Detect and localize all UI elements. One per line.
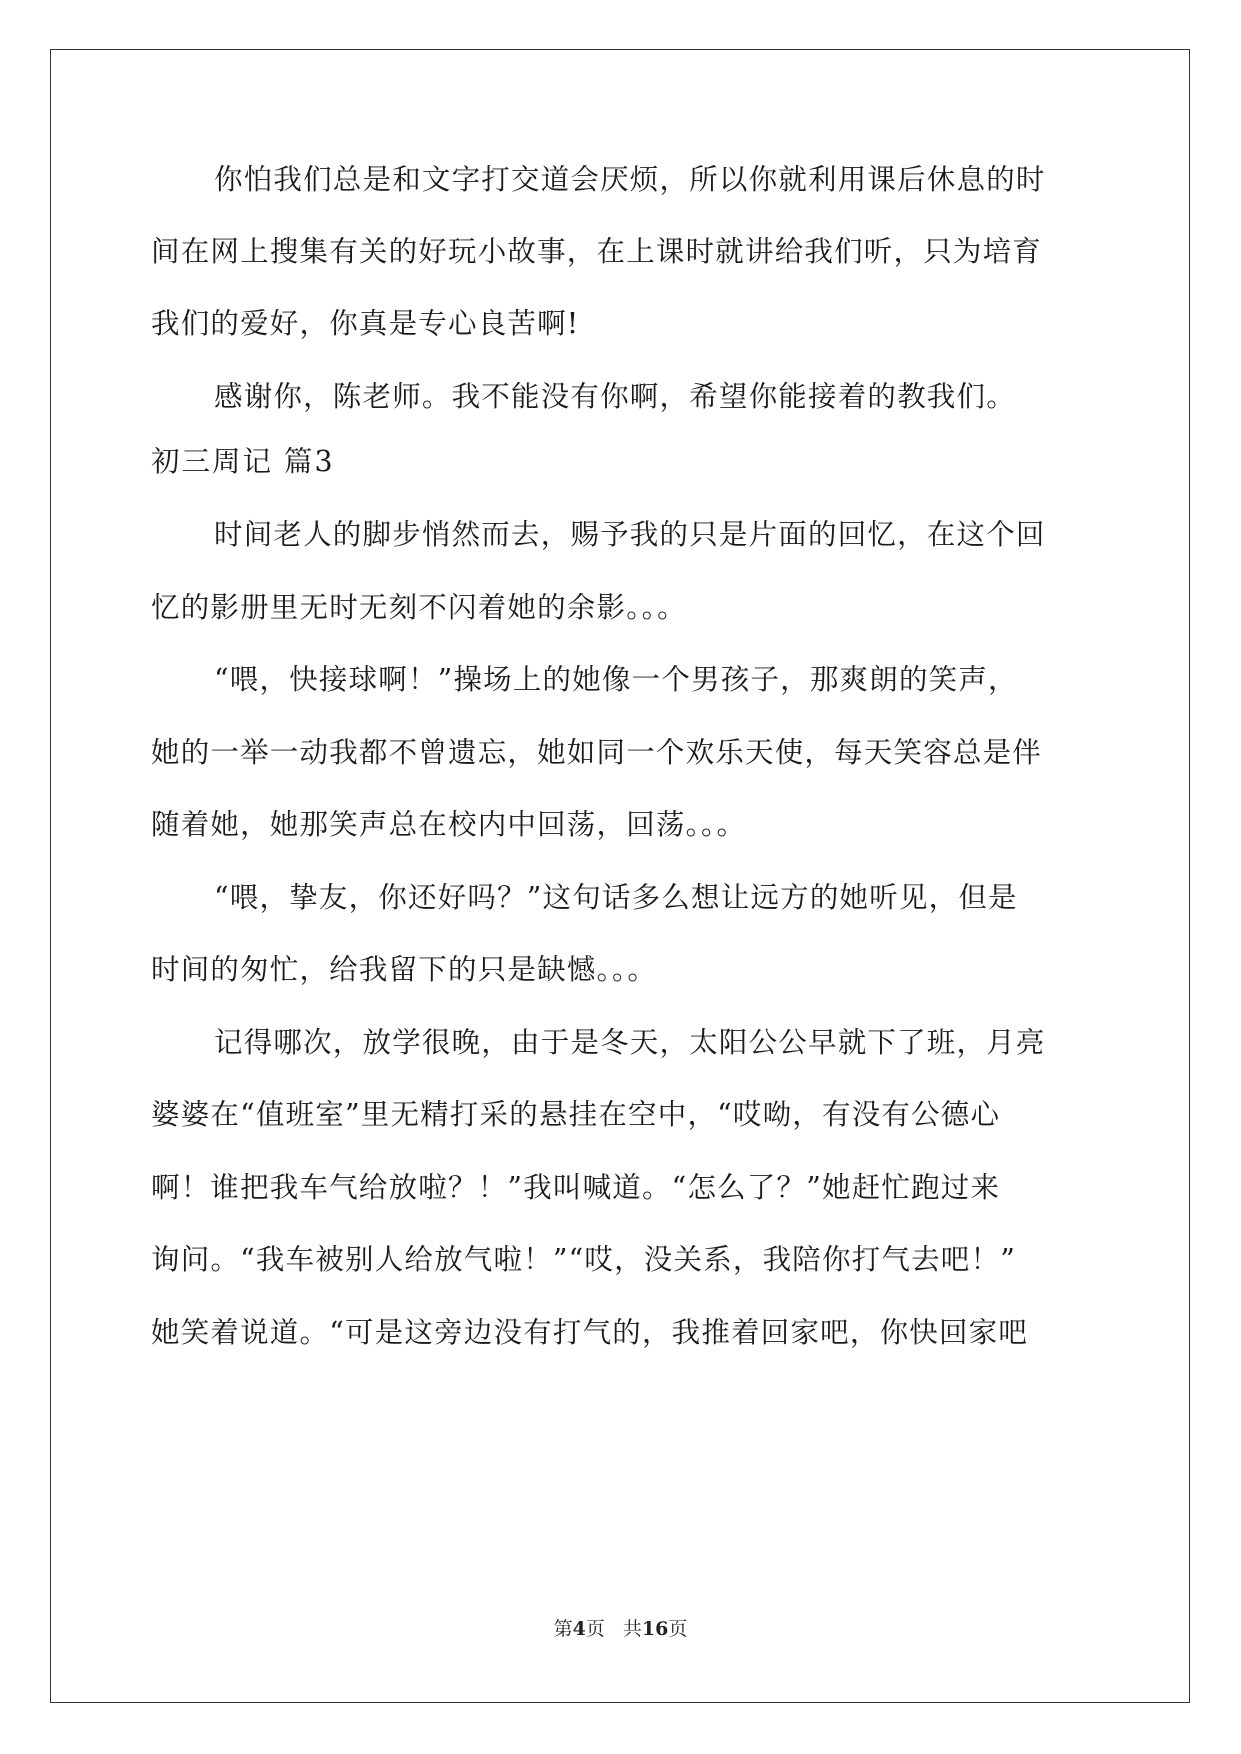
paragraph-line: “喂，挚友，你还好吗？”这句话多么想让远方的她听见，但是	[214, 881, 1018, 914]
paragraph-line: 时间老人的脚步悄然而去，赐予我的只是片面的回忆，在这个回	[214, 518, 1046, 551]
paragraph-line: 记得哪次，放学很晚，由于是冬天，太阳公公早就下了班，月亮	[214, 1026, 1046, 1059]
paragraph-line: 询问。“我车被别人给放气啦！”“哎，没关系，我陪你打气去吧！”	[151, 1243, 1016, 1276]
paragraph-line: 间在网上搜集有关的好玩小故事，在上课时就讲给我们听，只为培育	[151, 235, 1043, 268]
page-unit: 页	[585, 1618, 605, 1640]
paragraph-line: 啊！谁把我车气给放啦？！”我叫喊道。“怎么了？”她赶忙跑过来	[151, 1171, 1001, 1204]
page-current: 4	[572, 1618, 586, 1640]
total-prefix: 共	[622, 1618, 642, 1640]
paragraph-line: 婆婆在“值班室”里无精打采的悬挂在空中，“哎呦，有没有公德心	[151, 1098, 1001, 1131]
paragraph-line: 随着她，她那笑声总在校内中回荡，回荡。。。	[151, 808, 747, 841]
paragraph-line: “喂，快接球啊！”操场上的她像一个男孩子，那爽朗的笑声，	[214, 663, 1018, 696]
section-heading: 初三周记 篇3	[151, 445, 335, 478]
page-border	[50, 49, 1190, 1703]
total-unit: 页	[668, 1618, 688, 1640]
paragraph-line: 感谢你，陈老师。我不能没有你啊，希望你能接着的教我们。	[214, 380, 1016, 413]
page-total: 16	[641, 1618, 669, 1640]
paragraph-line: 她的一举一动我都不曾遗忘，她如同一个欢乐天使，每天笑容总是伴	[151, 736, 1043, 769]
paragraph-line: 忆的影册里无时无刻不闪着她的余影。。。	[151, 591, 687, 624]
page-footer	[0, 1614, 1241, 1641]
paragraph-line: 她笑着说道。“可是这旁边没有打气的，我推着回家吧，你快回家吧	[151, 1316, 1029, 1349]
paragraph-line: 时间的匆忙，给我留下的只是缺憾。。。	[151, 953, 658, 986]
page-prefix: 第	[553, 1618, 573, 1640]
paragraph-line: 我们的爱好，你真是专心良苦啊!	[151, 307, 580, 340]
paragraph-line: 你怕我们总是和文字打交道会厌烦，所以你就利用课后休息的时	[214, 163, 1046, 196]
